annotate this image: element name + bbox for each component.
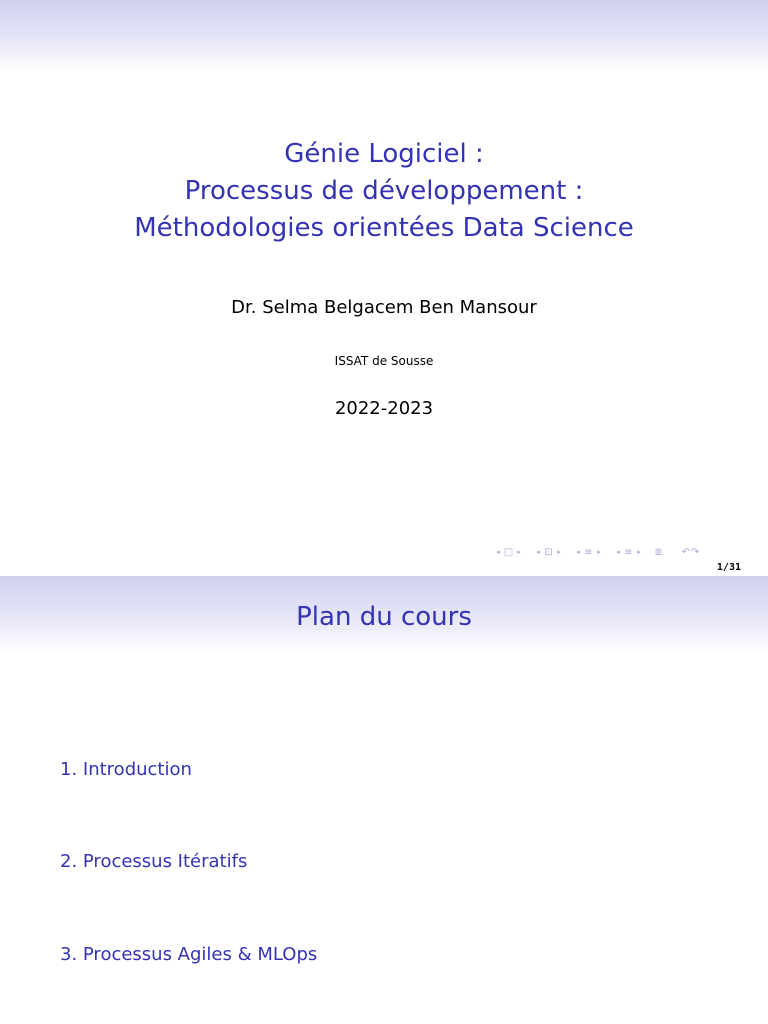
header-gradient-band — [0, 0, 768, 72]
nav-right-arrow-icon[interactable]: ▸ — [637, 548, 641, 556]
section-icon[interactable]: ≡ — [584, 546, 593, 558]
toc-item-introduction[interactable]: 1. Introduction — [60, 759, 192, 780]
toc-icon[interactable]: ≣ — [654, 546, 663, 558]
undo-redo-icon[interactable]: ↶↷ — [681, 546, 701, 558]
subsection-icon[interactable]: ⊡ — [544, 546, 553, 558]
frame-icon[interactable]: □ — [503, 546, 514, 558]
section-icon[interactable]: ≡ — [624, 546, 633, 558]
presentation-date: 2022-2023 — [334, 398, 434, 419]
nav-left-arrow-icon[interactable]: ◂ — [496, 548, 500, 556]
beamer-navigation-bar — [493, 545, 709, 559]
nav-left-arrow-icon[interactable]: ◂ — [576, 548, 580, 556]
frame-title: Plan du cours — [296, 602, 472, 632]
outline-slide — [0, 576, 768, 1024]
presentation-title — [0, 136, 768, 247]
nav-right-arrow-icon[interactable]: ▸ — [517, 548, 521, 556]
title-line-1: Génie Logiciel : — [284, 139, 484, 169]
title-line-2: Processus de développement : — [184, 176, 584, 206]
title-line-3: Méthodologies orientées Data Science — [134, 213, 634, 243]
page-number: 1/31 — [716, 562, 741, 573]
author-name: Dr. Selma Belgacem Ben Mansour — [231, 297, 537, 318]
toc-item-agile-mlops[interactable]: 3. Processus Agiles & MLOps — [60, 944, 318, 965]
nav-right-arrow-icon[interactable]: ▸ — [597, 548, 601, 556]
nav-left-arrow-icon[interactable]: ◂ — [536, 548, 540, 556]
institute-name: ISSAT de Sousse — [334, 354, 434, 368]
nav-right-arrow-icon[interactable]: ▸ — [557, 548, 561, 556]
nav-left-arrow-icon[interactable]: ◂ — [616, 548, 620, 556]
toc-item-iterative-processes[interactable]: 2. Processus Itératifs — [60, 851, 248, 872]
